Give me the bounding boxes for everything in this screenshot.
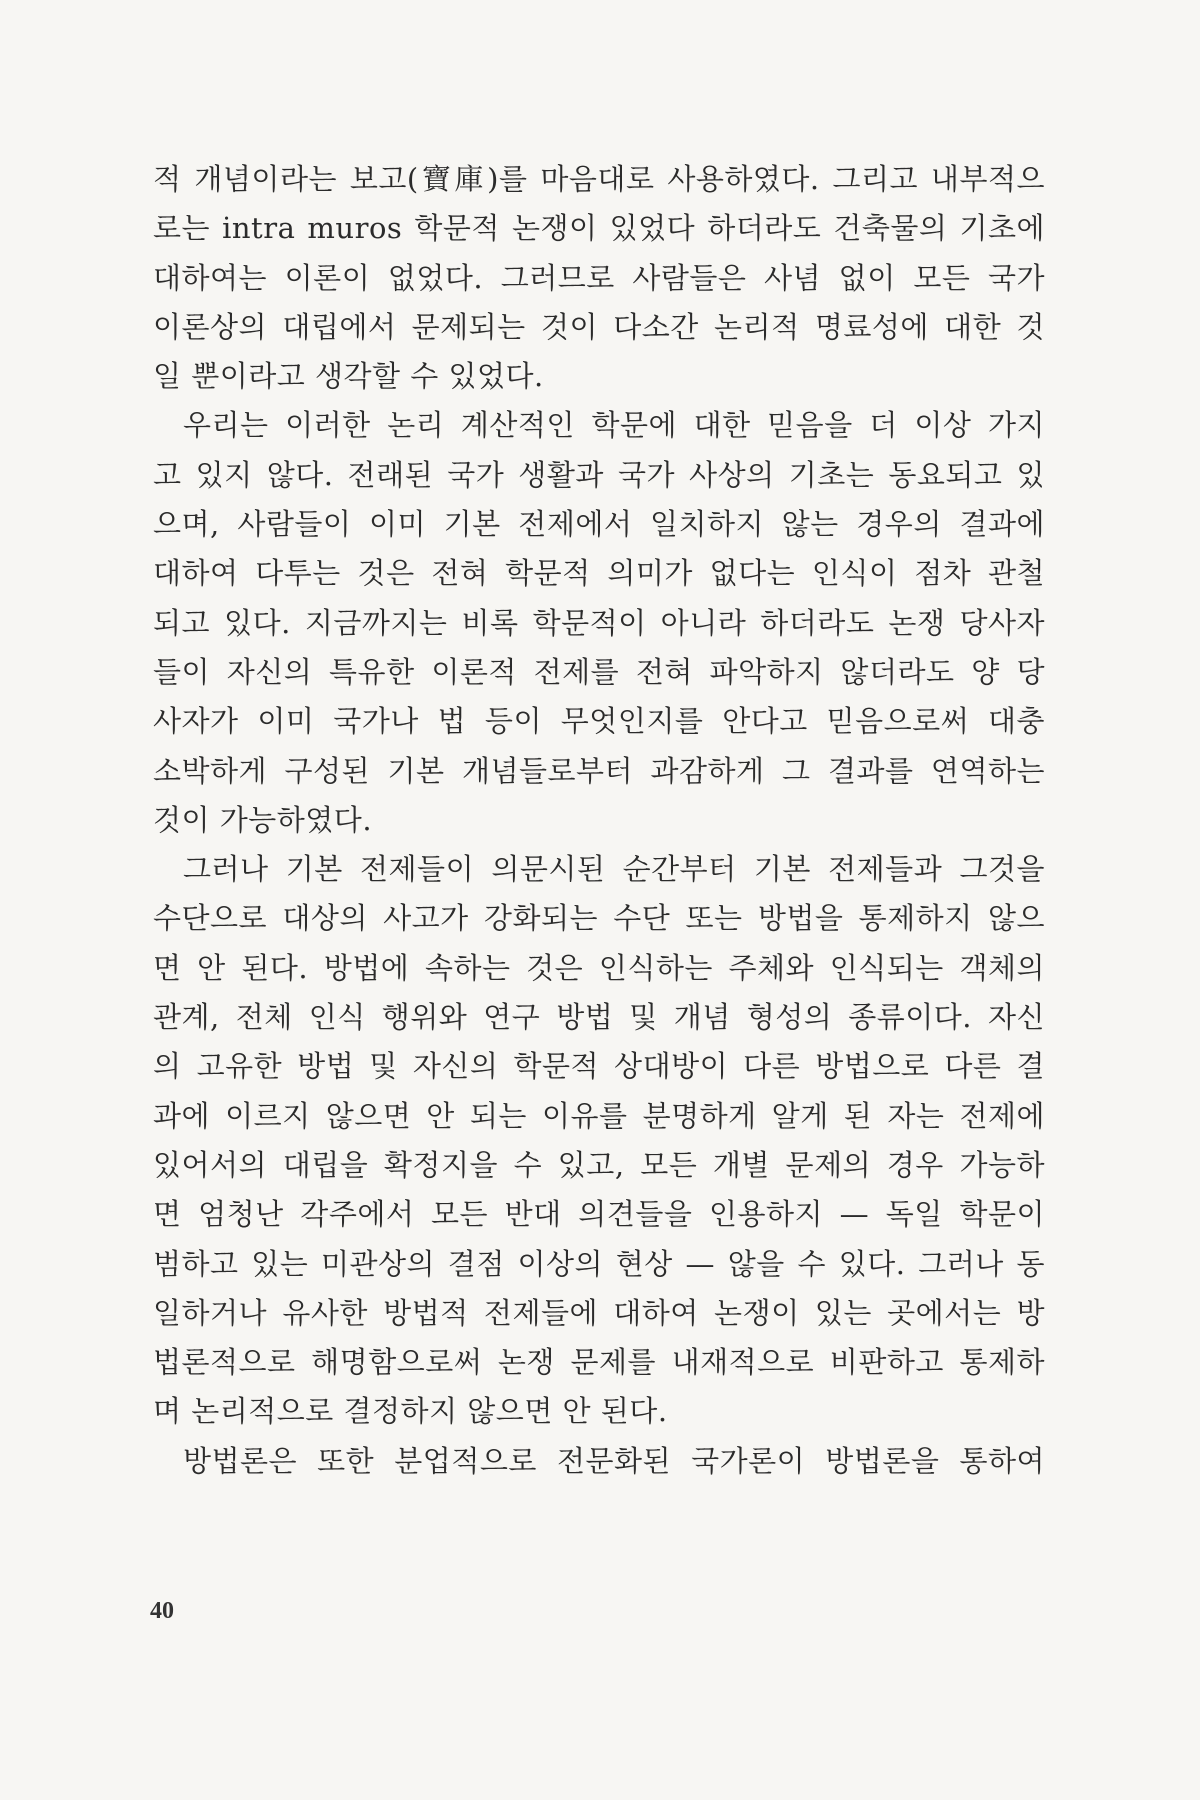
text-line: 면 엄청난 각주에서 모든 반대 의견들을 인용하지 — 독일 학문이 [153,1197,1045,1232]
text-line: 것이 가능하였다. [153,802,373,837]
text-line: 우리는 이러한 논리 계산적인 학문에 대한 믿음을 더 이상 가지 [183,408,1045,443]
text-line: 그러나 기본 전제들이 의문시된 순간부터 기본 전제들과 그것을 [183,852,1045,887]
text-line: 되고 있다. 지금까지는 비록 학문적이 아니라 하더라도 논쟁 당사자 [153,605,1045,640]
text-line: 면 안 된다. 방법에 속하는 것은 인식하는 주체와 인식되는 객체의 [153,950,1045,985]
text-line: 며 논리적으로 결정하지 않으면 안 된다. [153,1394,668,1429]
text-line: 과에 이르지 않으면 안 되는 이유를 분명하게 알게 된 자는 전제에 [153,1098,1045,1133]
text-line: 있어서의 대립을 확정지을 수 있고, 모든 개별 문제의 경우 가능하 [153,1147,1045,1182]
text-line: 의 고유한 방법 및 자신의 학문적 상대방이 다른 방법으로 다른 결 [153,1049,1045,1084]
text-line: 일 뿐이라고 생각할 수 있었다. [153,359,544,394]
text-line: 사자가 이미 국가나 법 등이 무엇인지를 안다고 믿음으로써 대충 [153,704,1045,739]
text-line: 이론상의 대립에서 문제되는 것이 다소간 논리적 명료성에 대한 것 [153,309,1045,344]
text-line: 소박하게 구성된 기본 개념들로부터 과감하게 그 결과를 연역하는 [153,753,1045,788]
text-line: 로는 intra muros 학문적 논쟁이 있었다 하더라도 건축물의 기초에 [153,211,1045,246]
text-line: 들이 자신의 특유한 이론적 전제를 전혀 파악하지 않더라도 양 당 [153,654,1045,689]
text-line: 적 개념이라는 보고(寶庫)를 마음대로 사용하였다. 그리고 내부적으 [153,162,1045,196]
body-text [153,155,1045,1486]
text-line: 고 있지 않다. 전래된 국가 생활과 국가 사상의 기초는 동요되고 있 [153,457,1045,492]
text-line: 방법론은 또한 분업적으로 전문화된 국가론이 방법론을 통하여 [183,1443,1045,1478]
text-line: 법론적으로 해명함으로써 논쟁 문제를 내재적으로 비판하고 통제하 [153,1345,1045,1380]
text-line: 수단으로 대상의 사고가 강화되는 수단 또는 방법을 통제하지 않으 [153,901,1045,936]
text-line: 범하고 있는 미관상의 결점 이상의 현상 — 않을 수 있다. 그러나 동 [153,1246,1045,1281]
text-line: 대하여는 이론이 없었다. 그러므로 사람들은 사념 없이 모든 국가 [153,260,1045,295]
text-line: 대하여 다투는 것은 전혀 학문적 의미가 없다는 인식이 점차 관철 [153,556,1045,591]
text-line: 으며, 사람들이 이미 기본 전제에서 일치하지 않는 경우의 결과에 [153,507,1045,542]
text-line: 일하거나 유사한 방법적 전제들에 대하여 논쟁이 있는 곳에서는 방 [153,1295,1045,1330]
page-number: 40 [150,1598,174,1624]
text-line: 관계, 전체 인식 행위와 연구 방법 및 개념 형성의 종류이다. 자신 [153,1000,1045,1035]
